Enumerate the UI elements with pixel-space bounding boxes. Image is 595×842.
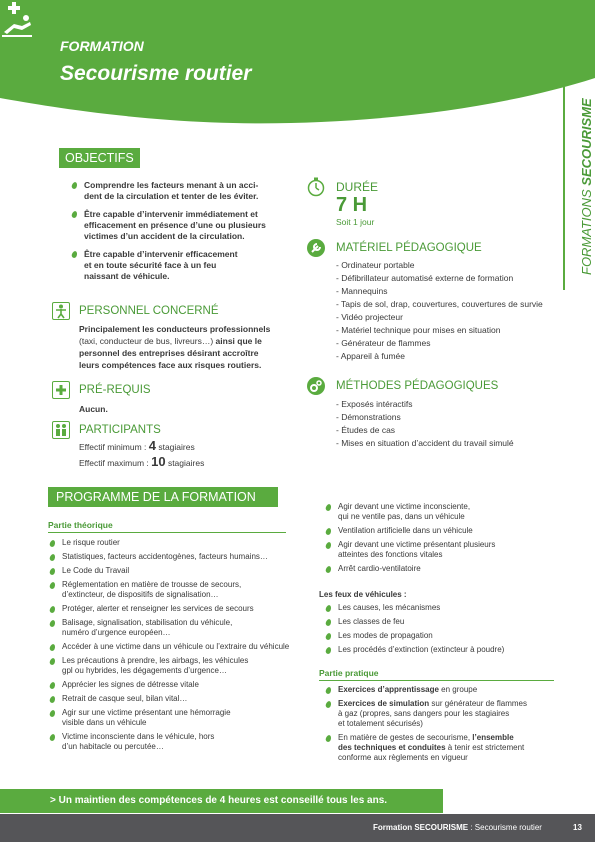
methodes-list (336, 398, 561, 450)
participants-min-value: 4 (148, 438, 156, 453)
theorique-item: Statistiques, facteurs accidentogènes, facteurs humains… (50, 552, 305, 562)
side-tab-strong: SECOURISME (579, 98, 594, 186)
programme-title: PROGRAMME DE LA FORMATION (48, 487, 278, 507)
feux-item: Les procédés d’extinction (extincteur à poudre) (326, 645, 566, 655)
participants-max-label: Effectif maximum : (79, 458, 152, 468)
footer-title-rest: : Secourisme routier (468, 823, 542, 832)
participants-max-value: 10 (151, 454, 166, 469)
theorique-item: Victime inconsciente dans le véhicule, hors d’un habitacle ou percutée… (50, 732, 305, 752)
pratique-1-bold: Exercices d’apprentissage (338, 685, 439, 694)
materiel-item: - Générateur de flammes (336, 338, 431, 348)
materiel-item: - Vidéo projecteur (336, 312, 403, 322)
plus-icon (52, 381, 70, 399)
theorique-underline (48, 532, 286, 533)
materiel-list (336, 259, 561, 363)
theorique-item: Accéder à une victime dans un véhicule ou l’extraire du véhicule (50, 642, 305, 652)
person-icon (52, 302, 70, 320)
pratique-underline (319, 680, 554, 681)
page-header (0, 0, 595, 130)
pratique-list (326, 685, 566, 767)
pratique-3-a: En matière de gestes de secourisme, (338, 733, 473, 742)
gears-icon (307, 377, 325, 395)
materiel-item: - Défibrillateur automatisé externe de formation (336, 273, 514, 283)
feux-list (326, 603, 566, 659)
feux-item: Les classes de feu (326, 617, 566, 627)
participants-min (79, 440, 195, 453)
page-number: 13 (573, 823, 582, 832)
methodes-item: - Études de cas (336, 425, 396, 435)
header-title: Secourisme routier (60, 62, 252, 85)
feux-item: Les modes de propagation (326, 631, 566, 641)
materiel-title: MATÉRIEL PÉDAGOGIQUE (336, 242, 482, 254)
materiel-item: - Appareil à fumée (336, 351, 405, 361)
objectifs-list (72, 180, 302, 289)
participants-unit: stagiaires (165, 458, 205, 468)
side-tab-label (579, 98, 594, 275)
feux-item: Les causes, les mécanismes (326, 603, 566, 613)
objectif-item: Être capable d’intervenir efficacement et en toute sécurité face à un feu naissant de véhicule. (72, 249, 302, 282)
pratique-title: Partie pratique (319, 668, 379, 678)
participants-unit: stagiaires (155, 442, 195, 452)
page-footer (0, 814, 595, 842)
personnel-text (79, 323, 299, 371)
theorique-item: Le Code du Travail (50, 566, 305, 576)
pratique-3-rest: à tenir est strictement conforme aux règlements en vigueur (338, 743, 525, 762)
pratique-3-bold: l’ensemble des techniques et conduites (338, 733, 514, 752)
programme-right-item: Ventilation artificielle dans un véhicule (326, 526, 566, 536)
participants-min-label: Effectif minimum : (79, 442, 149, 452)
pratique-item (326, 685, 566, 695)
programme-right-item: Agir devant une victime présentant plusieurs atteintes des fonctions vitales (326, 540, 566, 560)
theorique-title: Partie théorique (48, 520, 113, 530)
group-icon (52, 421, 70, 439)
duree-title: DURÉE (336, 180, 379, 194)
pratique-1-rest: en groupe (438, 685, 478, 694)
duree-value: 7 H (336, 194, 368, 216)
methodes-title: MÉTHODES PÉDAGOGIQUES (336, 380, 499, 392)
participants-title: PARTICIPANTS (79, 424, 161, 436)
footer-title-bold: Formation SECOURISME (373, 823, 469, 832)
theorique-item: Retrait de casque seul, bilan vital… (50, 694, 305, 704)
personnel-text-bold-1: Principalement les conducteurs professionnels (79, 324, 271, 334)
feux-title: Les feux de véhicules : (319, 590, 407, 599)
methodes-item: - Mises en situation d’accident du travail simulé (336, 438, 514, 448)
theorique-item: Les précautions à prendre, les airbags, les véhicules gpl ou hybrides, les dégagements d’urgence… (50, 656, 305, 676)
objectif-item: Être capable d’intervenir immédiatement et efficacement en présence d’une ou plusieurs victimes d’un accident de la circulation. (72, 209, 302, 242)
theorique-item: Protéger, alerter et renseigner les services de secours (50, 604, 305, 614)
personnel-text-normal: (taxi, conducteur de bus, livreurs…) (79, 336, 214, 346)
theorique-item: Le risque routier (50, 538, 305, 548)
stopwatch-icon (307, 177, 325, 197)
prerequis-title: PRÉ-REQUIS (79, 384, 151, 396)
methodes-item: - Exposés intéractifs (336, 399, 413, 409)
theorique-item: Apprécier les signes de détresse vitale (50, 680, 305, 690)
pratique-item (326, 699, 566, 729)
pratique-2-bold: Exercices de simulation (338, 699, 430, 708)
objectif-item: Comprendre les facteurs menant à un acci- dent de la circulation et tenter de les éviter. (72, 180, 302, 202)
materiel-item: - Tapis de sol, drap, couvertures, couvertures de survie (336, 299, 543, 309)
participants-max (79, 456, 204, 469)
personnel-title: PERSONNEL CONCERNÉ (79, 305, 219, 317)
materiel-item: - Ordinateur portable (336, 260, 415, 270)
side-tab-prefix: FORMATIONS (579, 185, 594, 275)
first-aid-person-icon (0, 0, 34, 38)
prerequis-value: Aucun. (79, 404, 108, 414)
theorique-item: Réglementation en matière de trousse de secours, d’extincteur, de dispositifs de signalisation… (50, 580, 305, 600)
programme-right-item: Agir devant une victime inconsciente, qui ne ventile pas, dans un véhicule (326, 502, 566, 522)
duree-sub: Soit 1 jour (336, 217, 375, 227)
materiel-item: - Matériel technique pour mises en situation (336, 325, 501, 335)
methodes-item: - Démonstrations (336, 412, 401, 422)
theorique-list (50, 538, 305, 756)
theorique-item: Agir sur une victime présentant une hémorragie visible dans un véhicule (50, 708, 305, 728)
theorique-item: Balisage, signalisation, stabilisation du véhicule, numéro d’urgence européen… (50, 618, 305, 638)
pratique-item (326, 733, 566, 763)
materiel-item: - Mannequins (336, 286, 388, 296)
maintenance-banner: > Un maintien des compétences de 4 heures est conseillé tous les ans. (0, 789, 443, 813)
programme-right-list (326, 502, 566, 578)
personnel-text-bold-2: ainsi que le personnel des entreprises désirant accroître leurs compétences face aux risques routiers. (79, 336, 262, 370)
pratique-2-rest: sur générateur de flammes à gaz (propres, sans dangers pour les stagiaires et totalement sécurisés) (338, 699, 527, 728)
footer-title (373, 823, 542, 832)
header-kicker: FORMATION (60, 38, 144, 54)
wrench-icon (307, 239, 325, 257)
objectifs-title: OBJECTIFS (59, 148, 140, 168)
programme-right-item: Arrêt cardio-ventilatoire (326, 564, 566, 574)
